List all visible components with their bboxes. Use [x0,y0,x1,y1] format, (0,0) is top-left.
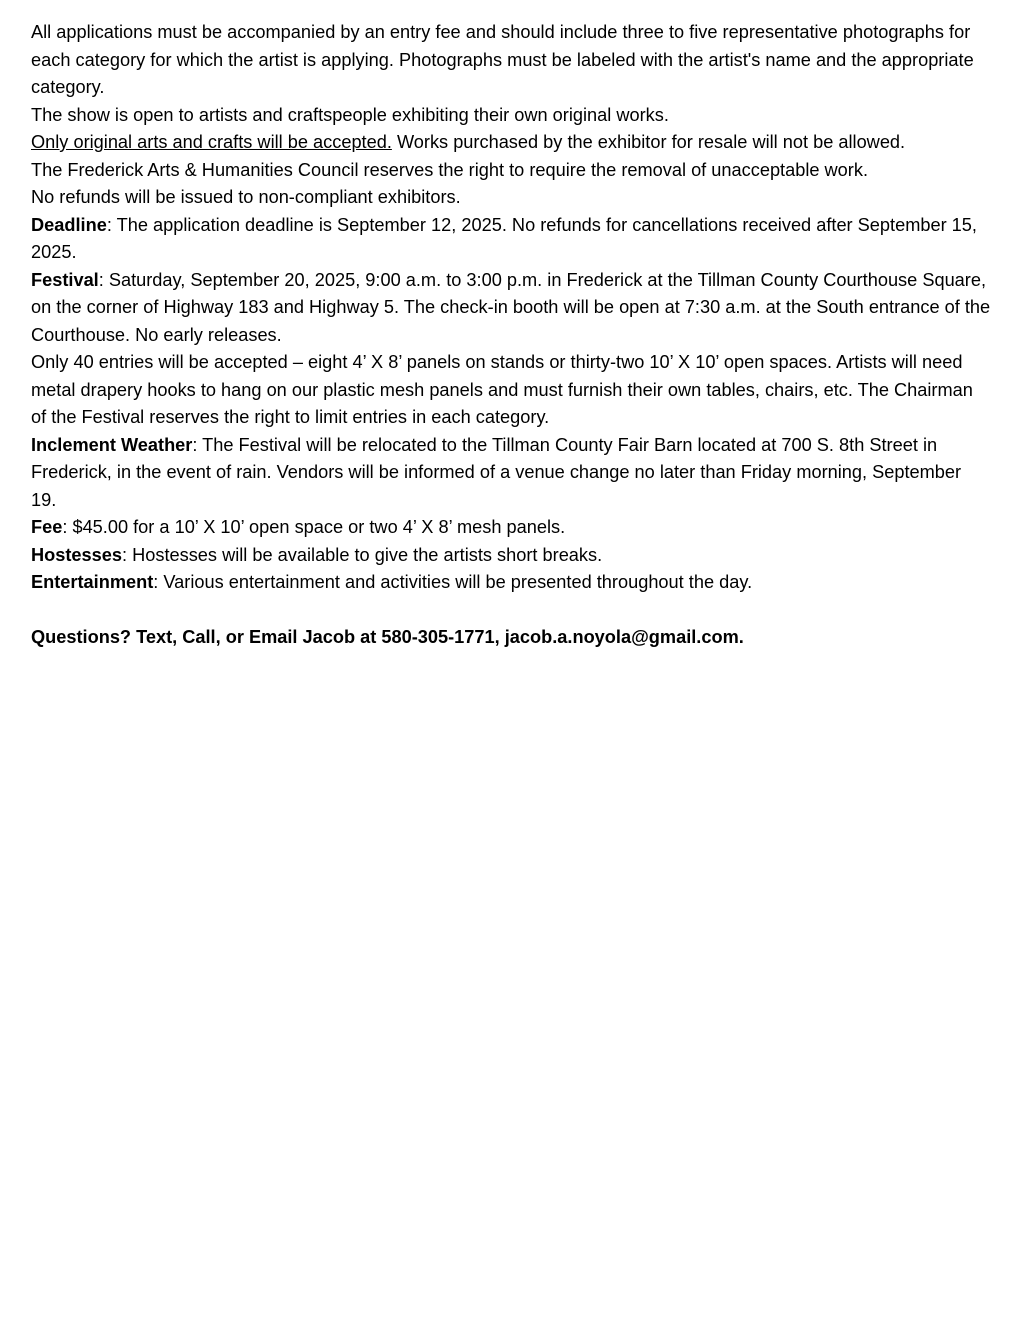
original-works-rest: Works purchased by the exhibitor for resale will not be allowed. [391,132,906,152]
hostesses-text: : Hostesses will be available to give the artists short breaks. [122,544,603,565]
weather-paragraph [31,432,991,515]
open-show-paragraph: The show is open to artists and craftspeople exhibiting their own original works. [31,104,669,125]
festival-label: Festival [31,269,99,290]
original-works-underlined: Only original arts and crafts will be accepted. [31,132,392,152]
deadline-label: Deadline [31,214,107,235]
festival-text: : Saturday, September 20, 2025, 9:00 a.m. to 3:00 p.m. in Frederick at the Tillman County Courthouse Square, on the corner of Highway 183 and Highway 5. The check-in booth will be open at 7:30 a.m. at the South entrance of the Courthouse. No early releases. [31,269,991,345]
entertainment-text: : Various entertainment and activities will be presented throughout the day. [153,572,753,592]
original-works-paragraph [31,129,991,157]
deadline-paragraph [31,212,991,267]
fee-label: Fee [31,517,63,537]
hostesses-paragraph [31,542,991,570]
entertainment-label: Entertainment [31,572,154,592]
council-paragraph: The Frederick Arts & Humanities Council reserves the right to require the removal of unacceptable work. [31,159,868,180]
entries-paragraph: Only 40 entries will be accepted – eight 4’ X 8’ panels on stands or thirty-two 10’ X 10’ open spaces. Artists will need metal drapery hooks to hang on our plastic mesh panels and must furnish their own tables, chairs, etc. The Chairman of the Festival reserves the right to limit entries in each category. [31,352,973,427]
entertainment-paragraph [31,569,991,597]
fee-text: : $45.00 for a 10’ X 10’ open space or two 4’ X 8’ mesh panels. [62,517,566,537]
deadline-text: : The application deadline is September 12, 2025. No refunds for cancellations received after September 15, 2025. [31,214,977,262]
weather-label: Inclement Weather [31,434,193,455]
fee-paragraph [31,514,991,542]
document-page [31,19,991,652]
applications-paragraph: All applications must be accompanied by an entry fee and should include three to five representative photographs for each category for which the artist is applying. Photographs must be labeled with the artist's name and the appropriate category. [31,22,974,97]
contact-line: Questions? Text, Call, or Email Jacob at 580-305-1771, jacob.a.noyola@gmail.com. [31,627,744,647]
festival-paragraph [31,267,991,350]
refunds-paragraph: No refunds will be issued to non-compliant exhibitors. [31,187,461,207]
hostesses-label: Hostesses [31,544,122,565]
weather-text: : The Festival will be relocated to the Tillman County Fair Barn located at 700 S. 8th Street in Frederick, in the event of rain. Vendors will be informed of a venue change no later than Friday morning, September 19. [31,434,962,510]
blank-line [31,597,991,625]
